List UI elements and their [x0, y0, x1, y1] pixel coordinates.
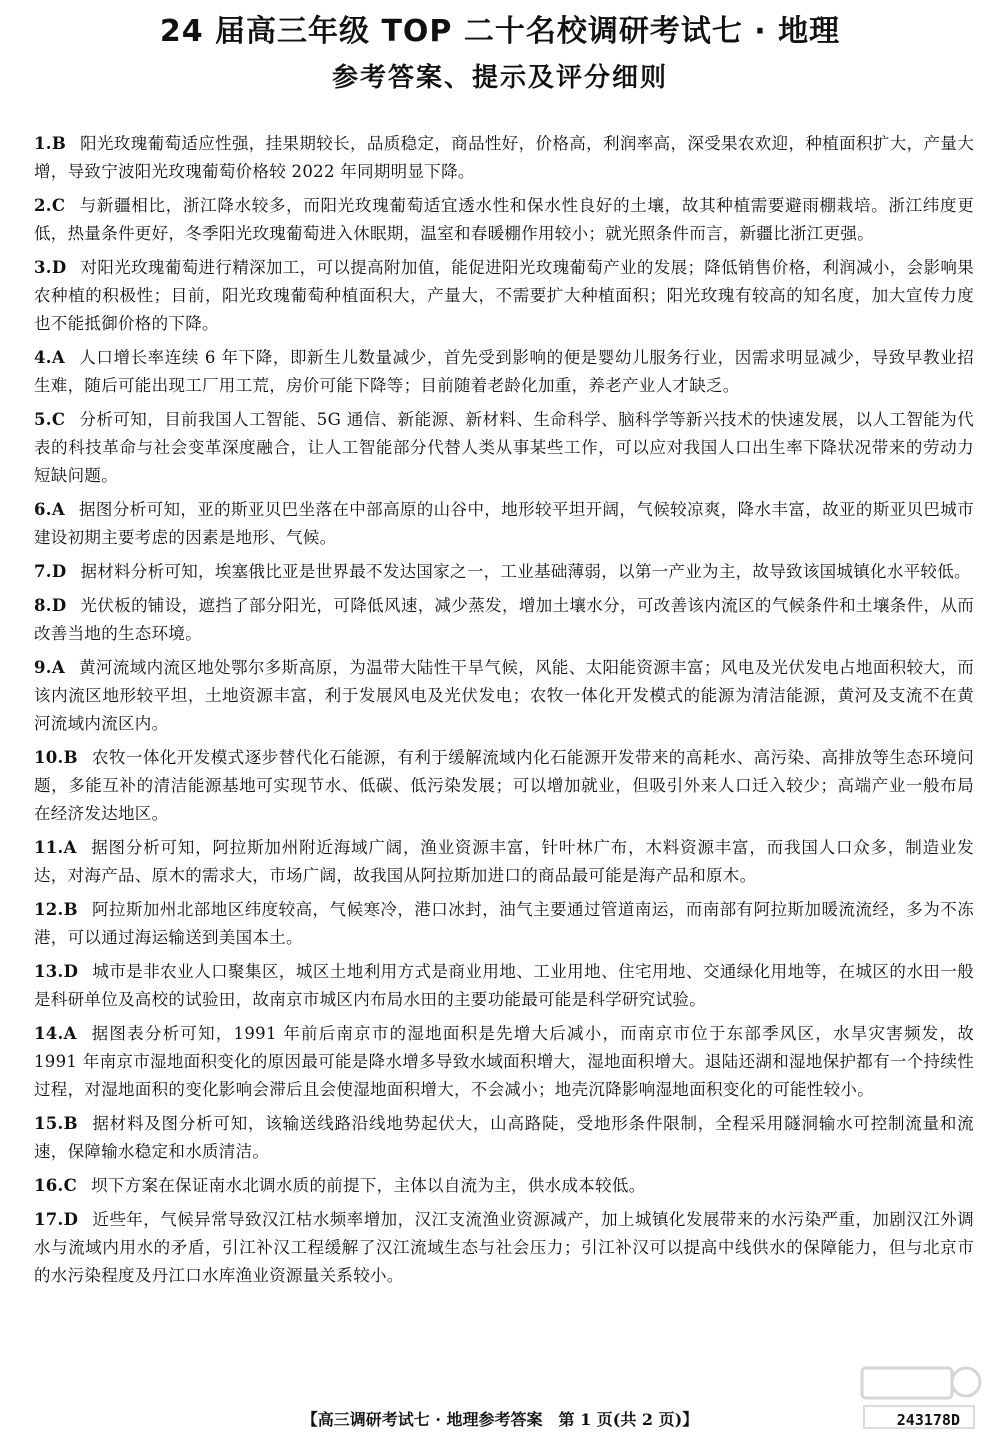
answer-item [34, 1110, 974, 1166]
explanation-text: 对阳光玫瑰葡萄进行精深加工，可以提高附加值，能促进阳光玫瑰葡萄产业的发展；降低销售价格，利润减小，会影响果农种植的积极性；目前，阳光玫瑰葡萄种植面积大，产量大，不需要扩大种植面积；阳光玫瑰有较高的知名度，加大宣传力度也不能抵御价格的下降。 [34, 258, 974, 333]
answer-letter: D [63, 1210, 79, 1229]
explanation-text: 分析可知，目前我国人工智能、5G 通信、新能源、新材料、生命科学、脑科学等新兴技术的快速发展，以人工智能为代表的科技革命与社会变革深度融合，让人工智能部分代替人类从事某些工作，可以应对我国人口出生率下降状况带来的劳动力短缺问题。 [34, 410, 974, 485]
question-number: 12. [34, 900, 64, 919]
answer-letter: A [51, 658, 65, 677]
explanation-text: 阿拉斯加州北部地区纬度较高，气候寒冷，港口冰封，油气主要通过管道南运，而南部有阿拉斯加暖流流经，多为不冻港，可以通过海运输送到美国本土。 [34, 900, 974, 947]
footer-page-info: 【高三调研考试七 · 地理参考答案 第 1 页(共 2 页)】 [301, 1410, 699, 1429]
answer-item [34, 192, 974, 248]
question-number: 1. [34, 134, 52, 153]
answer-letter: C [51, 410, 66, 429]
explanation-text: 据图表分析可知，1991 年前后南京市的湿地面积是先增大后减小，而南京市位于东部季风区，水旱灾害频发，故 1991 年南京市湿地面积变化的原因最可能是降水增多导致水域面积增大，湿地面积增大。退陆还湖和湿地保护都有一个持续性过程，对湿地面积的变化影响会滞后且会使湿地面积增大，不会减小；地壳沉降影响湿地面积变化的可能性较小。 [34, 1024, 974, 1099]
answer-item [34, 1020, 974, 1104]
answer-item [34, 496, 974, 552]
explanation-text: 据材料分析可知，埃塞俄比亚是世界最不发达国家之一，工业基础薄弱，以第一产业为主，故导致该国城镇化水平较低。 [80, 562, 971, 581]
answer-item [34, 896, 974, 952]
answer-letter: C [51, 196, 66, 215]
answer-item [34, 344, 974, 400]
explanation-text: 光伏板的铺设，遮挡了部分阳光，可降低风速，减少蒸发，增加土壤水分，可改善该内流区的气候条件和土壤条件，从而改善当地的生态环境。 [34, 596, 974, 643]
answer-item [34, 834, 974, 890]
question-number: 2. [34, 196, 52, 215]
question-number: 6. [34, 500, 52, 519]
question-number: 13. [34, 962, 64, 981]
explanation-text: 坝下方案在保证南水北调水质的前提下，主体以自流为主，供水成本较低。 [91, 1176, 646, 1195]
answer-item [34, 654, 974, 738]
answer-item [34, 130, 974, 186]
explanation-text: 城市是非农业人口聚集区，城区土地利用方式是商业用地、工业用地、住宅用地、交通绿化用地等，在城区的水田一般是科研单位及高校的试验田，故南京市城区内布局水田的主要功能最可能是科学研究试验。 [34, 962, 974, 1009]
explanation-text: 人口增长率连续 6 年下降，即新生儿数量减少，首先受到影响的便是婴幼儿服务行业，因需求明显减少，导致早教业招生难，随后可能出现工厂用工荒，房价可能下降等；目前随着老龄化加重，养老产业人才缺乏。 [34, 348, 974, 395]
answer-letter: C [63, 1176, 78, 1195]
page-footer [0, 1405, 1000, 1435]
page-subtitle: 参考答案、提示及评分细则 [331, 63, 668, 93]
question-number: 10. [34, 748, 64, 767]
explanation-text: 与新疆相比，浙江降水较多，而阳光玫瑰葡萄适宜透水性和保水性良好的土壤，故其种植需要避雨棚栽培。浙江纬度更低，热量条件更好，冬季阳光玫瑰葡萄进入休眠期，温室和春暖棚作用较小；就光照条件而言，新疆比浙江更强。 [34, 196, 974, 243]
explanation-text: 据图分析可知，亚的斯亚贝巴坐落在中部高原的山谷中，地形较平坦开阔，气候较凉爽，降水丰富，故亚的斯亚贝巴城市建设初期主要考虑的因素是地形、气候。 [34, 500, 974, 547]
question-number: 5. [34, 410, 52, 429]
question-number: 17. [34, 1210, 64, 1229]
answer-item [34, 1172, 974, 1200]
explanation-text: 据材料及图分析可知，该输送线路沿线地势起伏大，山高路陡，受地形条件限制，全程采用隧洞输水可控制流量和流速，保障输水稳定和水质清洁。 [34, 1114, 974, 1161]
answer-letter: D [51, 596, 67, 615]
answer-letter: A [51, 500, 65, 519]
answer-item [34, 254, 974, 338]
answer-item [34, 1206, 974, 1290]
answer-item [34, 406, 974, 490]
explanation-text: 据图分析可知，阿拉斯加州附近海域广阔，渔业资源丰富，针叶林广布，木料资源丰富，而我国人口众多，制造业发达，对海产品、原木的需求大，市场广阔，故我国从阿拉斯加进口的商品最可能是海产品和原木。 [34, 838, 974, 885]
question-number: 3. [34, 258, 52, 277]
question-number: 16. [34, 1176, 64, 1195]
answer-letter: B [63, 748, 78, 767]
watermark-logo [854, 1358, 984, 1438]
answer-letter: B [63, 900, 78, 919]
explanation-text: 阳光玫瑰葡萄适应性强，挂果期较长，品质稳定，商品性好，价格高，利润率高，深受果农欢迎，种植面积扩大，产量大增，导致宁波阳光玫瑰葡萄价格较 2022 年同期明显下降。 [34, 134, 974, 181]
question-number: 14. [34, 1024, 64, 1043]
explanation-text: 黄河流域内流区地处鄂尔多斯高原，为温带大陆性干旱气候，风能、太阳能资源丰富；风电及光伏发电占地面积较大，而该内流区地形较平坦，土地资源丰富，利于发展风电及光伏发电；农牧一体化开发模式的能源为清洁能源，黄河及支流不在黄河流域内流区内。 [34, 658, 974, 733]
explanation-text: 近些年，气候异常导致汉江枯水频率增加，汉江支流渔业资源减产，加上城镇化发展带来的水污染严重，加剧汉江外调水与流域内用水的矛盾，引江补汉工程缓解了汉江流域生态与社会压力；引江补汉可以提高中线供水的保障能力，但与北京市的水污染程度及丹江口水库渔业资源量关系较小。 [34, 1210, 974, 1285]
answer-letter: A [63, 838, 77, 857]
question-number: 8. [34, 596, 52, 615]
answer-letter: D [63, 962, 79, 981]
answer-letter: A [51, 348, 65, 367]
answer-letter: D [51, 258, 67, 277]
answer-letter: B [51, 134, 67, 153]
answer-item [34, 744, 974, 828]
answer-letter: A [63, 1024, 77, 1043]
answer-item [34, 558, 974, 586]
question-number: 7. [34, 562, 52, 581]
answer-item [34, 958, 974, 1014]
footer-code: 243178D [896, 1411, 960, 1429]
question-number: 11. [34, 838, 64, 857]
explanation-text: 农牧一体化开发模式逐步替代化石能源，有利于缓解流域内化石能源开发带来的高耗水、高污染、高排放等生态环境问题，多能互补的清洁能源基地可实现节水、低碳、低污染发展；可以增加就业，但吸引外来人口迁入较少；高端产业一般布局在经济发达地区。 [34, 748, 974, 823]
answer-list [34, 130, 974, 1296]
page-title: 24 届高三年级 TOP 二十名校调研考试七 · 地理 [159, 14, 841, 49]
question-number: 4. [34, 348, 52, 367]
question-number: 15. [34, 1114, 64, 1133]
answer-item [34, 592, 974, 648]
answer-letter: D [51, 562, 67, 581]
answer-letter: B [63, 1114, 78, 1133]
question-number: 9. [34, 658, 52, 677]
